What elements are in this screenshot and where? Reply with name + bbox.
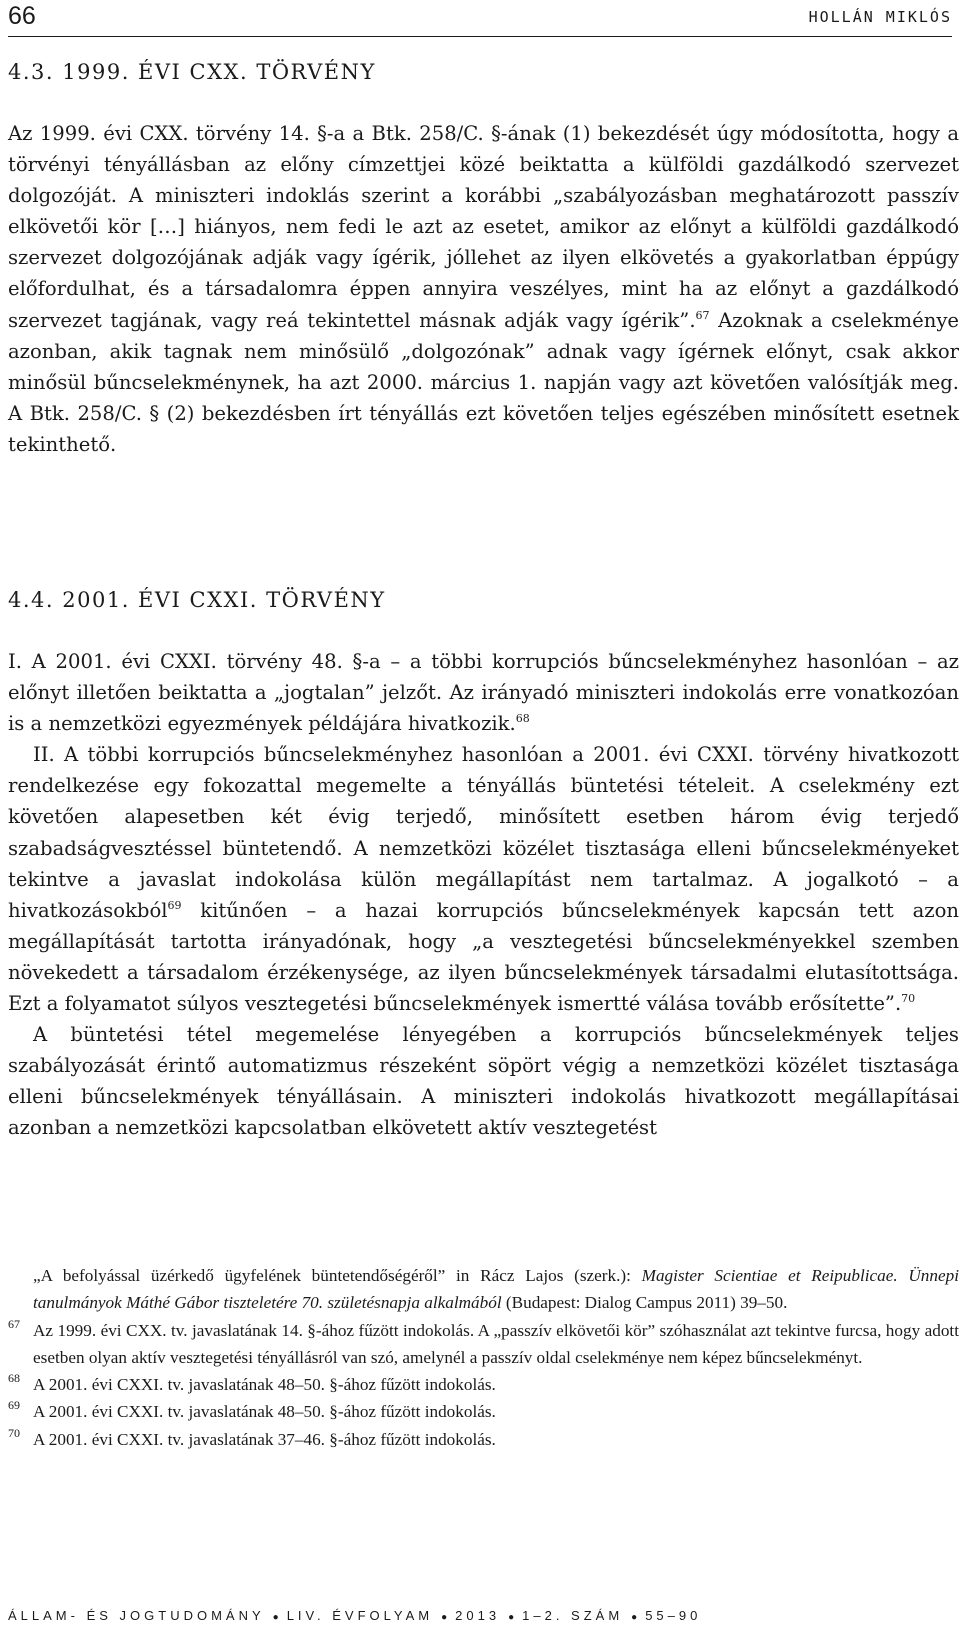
section-heading-4-3: 4.3. 1999. ÉVI CXX. TÖRVÉNY	[8, 60, 376, 84]
paragraph	[8, 739, 959, 1019]
journal-volume: LIV. ÉVFOLYAM	[286, 1608, 434, 1623]
footnote-number: 67	[8, 1316, 20, 1331]
footnote-ref-67: 67	[695, 308, 710, 322]
paragraph-text: II. A többi korrupciós bűncselekményhez hasonlóan a 2001. évi CXXI. törvény hivatkozott rendelkezése egy fokozattal megemelte a tényállás büntetési tételeit. A cselekmény ezt követően alapesetben két évig terjedő, minősített esetben három évig terjedő szabadságvesztéssel büntetendő. A nemzetközi közélet tisztasága elleni bűncselekményeket tekintve a javaslat indokolása külön megállapítást nem tartalmaz. A jogalkotó – a hivatkozásokból	[8, 743, 959, 922]
footnote-text: A 2001. évi CXXI. tv. javaslatának 48–50. §-ához fűzött indokolás.	[33, 1375, 496, 1395]
footnote-text: Az 1999. évi CXX. tv. javaslatának 14. §-ához fűzött indokolás. A „passzív elkövetői kör” szóhasználat azt tekintve furcsa, hogy adott esetben olyan aktív vesztegetési tényállásról van szó, amelynél a passzív oldal cselekménye nem képez bűncselekményt.	[33, 1320, 959, 1367]
bullet-separator: ●	[441, 1612, 448, 1623]
section-4-4-body	[8, 646, 959, 1144]
footnote-70	[8, 1426, 959, 1453]
running-head-author: HOLLÁN MIKLÓS	[808, 8, 952, 26]
page-header	[8, 0, 952, 37]
footnote-text: A 2001. évi CXXI. tv. javaslatának 37–46. §-ához fűzött indokolás.	[33, 1429, 496, 1449]
page-number: 66	[8, 2, 36, 30]
footnote-69	[8, 1398, 959, 1425]
paragraph-text: I. A 2001. évi CXXI. törvény 48. §-a – a többi korrupciós bűncselekményhez hasonlóan – az előnyt illetően beiktatta a „jogtalan” jelzőt. Az irányadó miniszteri indokolás erre vonatkozóan is a nemzetközi egyezmények példájára hivatkozik.	[8, 650, 959, 736]
footnote-text: A 2001. évi CXXI. tv. javaslatának 48–50. §-ához fűzött indokolás.	[33, 1402, 496, 1422]
footnote-ref-70: 70	[901, 992, 916, 1006]
footnotes	[8, 1262, 959, 1453]
footnote-number: 68	[8, 1371, 20, 1386]
bullet-separator: ●	[508, 1612, 515, 1623]
bullet-separator: ●	[631, 1612, 638, 1623]
footnote-ref-69: 69	[167, 898, 182, 912]
footnote-68	[8, 1371, 959, 1398]
footnote-number: 69	[8, 1398, 20, 1413]
paragraph-text: Azoknak a cselekménye azonban, akik tagnak nem minősülő „dolgozónak” adnak vagy ígérnek előnyt, csak akkor minősül bűncselekménynek, ha azt 2000. március 1. napján vagy azt követően valósítják meg. A Btk. 258/C. § (2) bekezdésben írt tényállás ezt követően teljes egészében minősített esetnek tekinthető.	[8, 308, 959, 456]
footnote-67	[8, 1317, 959, 1372]
page-footer	[8, 1608, 952, 1623]
paragraph-text: Az 1999. évi CXX. törvény 14. §-a a Btk. 258/C. §-ának (1) bekezdését úgy módosította, hogy a törvényi tényállásban az előny címzettjei közé beiktatta a külföldi gazdálkodó szervezet dolgozóját. A miniszteri indoklás szerint a korábbi „szabályozásban meghatározott passzív elkövetői kör […] hiányos, nem fedi le azt az esetet, amikor az előnyt a külföldi gazdálkodó szervezet dolgozójának adják vagy ígérik, jóllehet az ilyen elkövetés a gyakorlatban éppúgy előfordulhat, és a társadalomra éppen annyira veszélyes, mint ha az előnyt a gazdálkodó szervezet tagjának, vagy reá tekintettel másnak adják vagy ígérik”.	[8, 122, 959, 332]
journal-name: ÁLLAM- ÉS JOGTUDOMÁNY	[8, 1608, 265, 1623]
book-title: Magister Scientiae et Reipublicae. Ünnepi tanulmányok Máthé Gábor tiszteletére 70. születésnapja alkalmából	[33, 1266, 959, 1313]
paragraph	[8, 118, 959, 460]
section-heading-4-4: 4.4. 2001. ÉVI CXXI. TÖRVÉNY	[8, 588, 386, 612]
footnote-text: „A befolyással üzérkedő ügyfelének büntetendőségéről” in Rácz Lajos (szerk.):	[33, 1266, 642, 1285]
journal-pages: 55–90	[645, 1608, 702, 1623]
section-4-3-body	[8, 118, 959, 460]
paragraph: A büntetési tétel megemelése lényegében a korrupciós bűncselekmények teljes szabályozását érintő automatizmus részeként söpört végig a nemzetközi közélet tisztasága elleni bűncselekmények tényállásain. A miniszteri indokolás hivatkozott megállapításai azonban a nemzetközi kapcsolatban elkövetett aktív vesztegetést	[8, 1023, 959, 1140]
footnote-ref-68: 68	[515, 712, 530, 726]
footnote-continued	[8, 1262, 959, 1317]
paragraph-text: kitűnően – a hazai korrupciós bűncselekmények kapcsán tett azon megállapítását tartotta irányadónak, hogy „a vesztegetési bűncselekményekkel szemben növekedett a társadalom érzékenysége, az ilyen bűncselekmények társadalmi elutasítottsága. Ezt a folyamatot súlyos vesztegetési bűncselekmények ismertté válása tovább erősítette”.	[8, 898, 959, 1016]
footnote-text: (Budapest: Dialog Campus 2011) 39–50.	[501, 1293, 788, 1313]
footnote-number: 70	[8, 1425, 20, 1440]
paragraph	[8, 646, 959, 739]
bullet-separator: ●	[272, 1612, 279, 1623]
journal-year: 2013	[455, 1608, 501, 1623]
journal-issue: 1–2. SZÁM	[522, 1608, 624, 1623]
